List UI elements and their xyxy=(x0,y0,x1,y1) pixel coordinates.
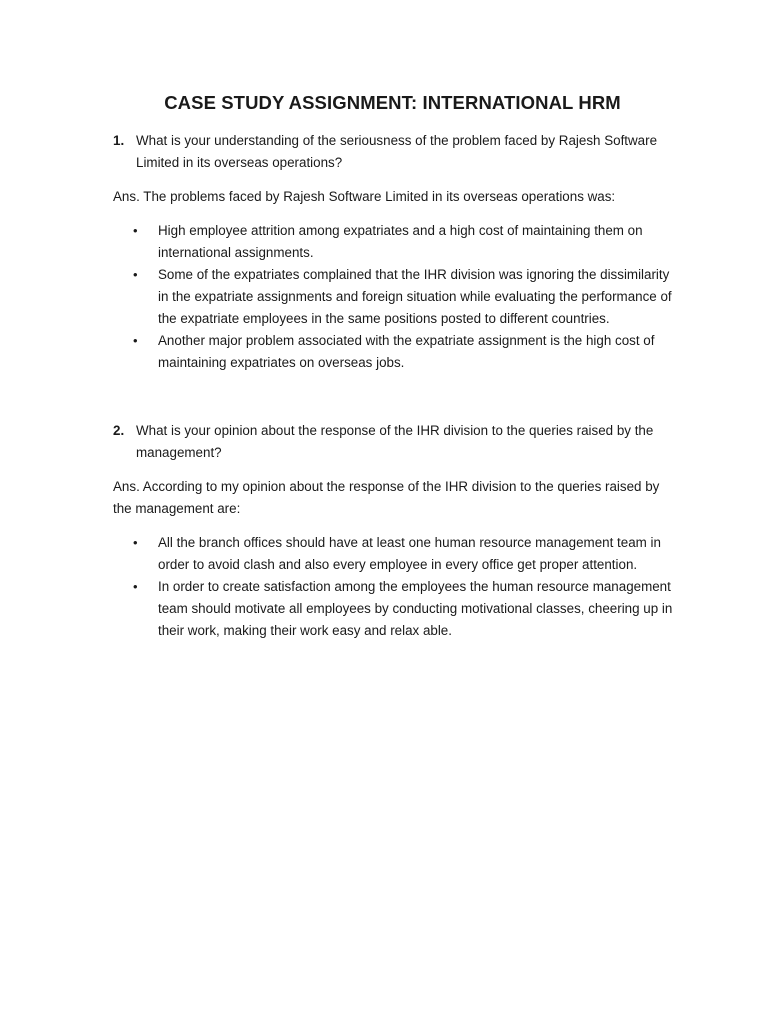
bullet-text: All the branch offices should have at least one human resource management team in order to avoid clash and also every employee in every office get proper attention. xyxy=(158,535,661,572)
question-text: What is your understanding of the seriousness of the problem faced by Rajesh Software Limited in its overseas operations? xyxy=(136,133,658,170)
bullet-text: Another major problem associated with the expatriate assignment is the high cost of maintaining expatriates on overseas jobs. xyxy=(158,333,655,370)
bullet-text: Some of the expatriates complained that the IHR division was ignoring the dissimilarity in the expatriate assignments and foreign situation while evaluating the performance of the expatriate employees in the same positions posted to different countries. xyxy=(158,267,672,326)
answer-intro: Ans. According to my opinion about the response of the IHR division to the queries raised by the management are: xyxy=(113,479,660,516)
list-item xyxy=(113,576,680,642)
question-1 xyxy=(113,130,680,174)
bullet-icon: • xyxy=(133,579,138,594)
answer-bullet-list xyxy=(113,220,680,374)
bullet-icon: • xyxy=(133,223,138,238)
list-item xyxy=(113,220,680,264)
question-text: What is your opinion about the response of the IHR division to the queries raised by the management? xyxy=(136,423,654,460)
bullet-icon: • xyxy=(133,267,138,282)
bullet-text: High employee attrition among expatriates and a high cost of maintaining them on international assignments. xyxy=(158,223,643,260)
bullet-icon: • xyxy=(133,535,138,550)
question-section-1 xyxy=(113,130,680,374)
question-section-2 xyxy=(113,420,680,642)
list-item xyxy=(113,264,680,330)
bullet-icon: • xyxy=(133,333,138,348)
list-item xyxy=(113,330,680,374)
answer-intro: Ans. The problems faced by Rajesh Software Limited in its overseas operations was: xyxy=(113,189,616,204)
answer-bullet-list xyxy=(113,532,680,642)
bullet-text: In order to create satisfaction among the employees the human resource management team should motivate all employees by conducting motivational classes, cheering up in their work, making their work easy and relax able. xyxy=(158,579,673,638)
page-title: CASE STUDY ASSIGNMENT: INTERNATIONAL HRM xyxy=(164,92,621,113)
question-2 xyxy=(113,420,680,464)
list-item xyxy=(113,532,680,576)
question-number: 2. xyxy=(113,423,125,438)
question-number: 1. xyxy=(113,133,125,148)
